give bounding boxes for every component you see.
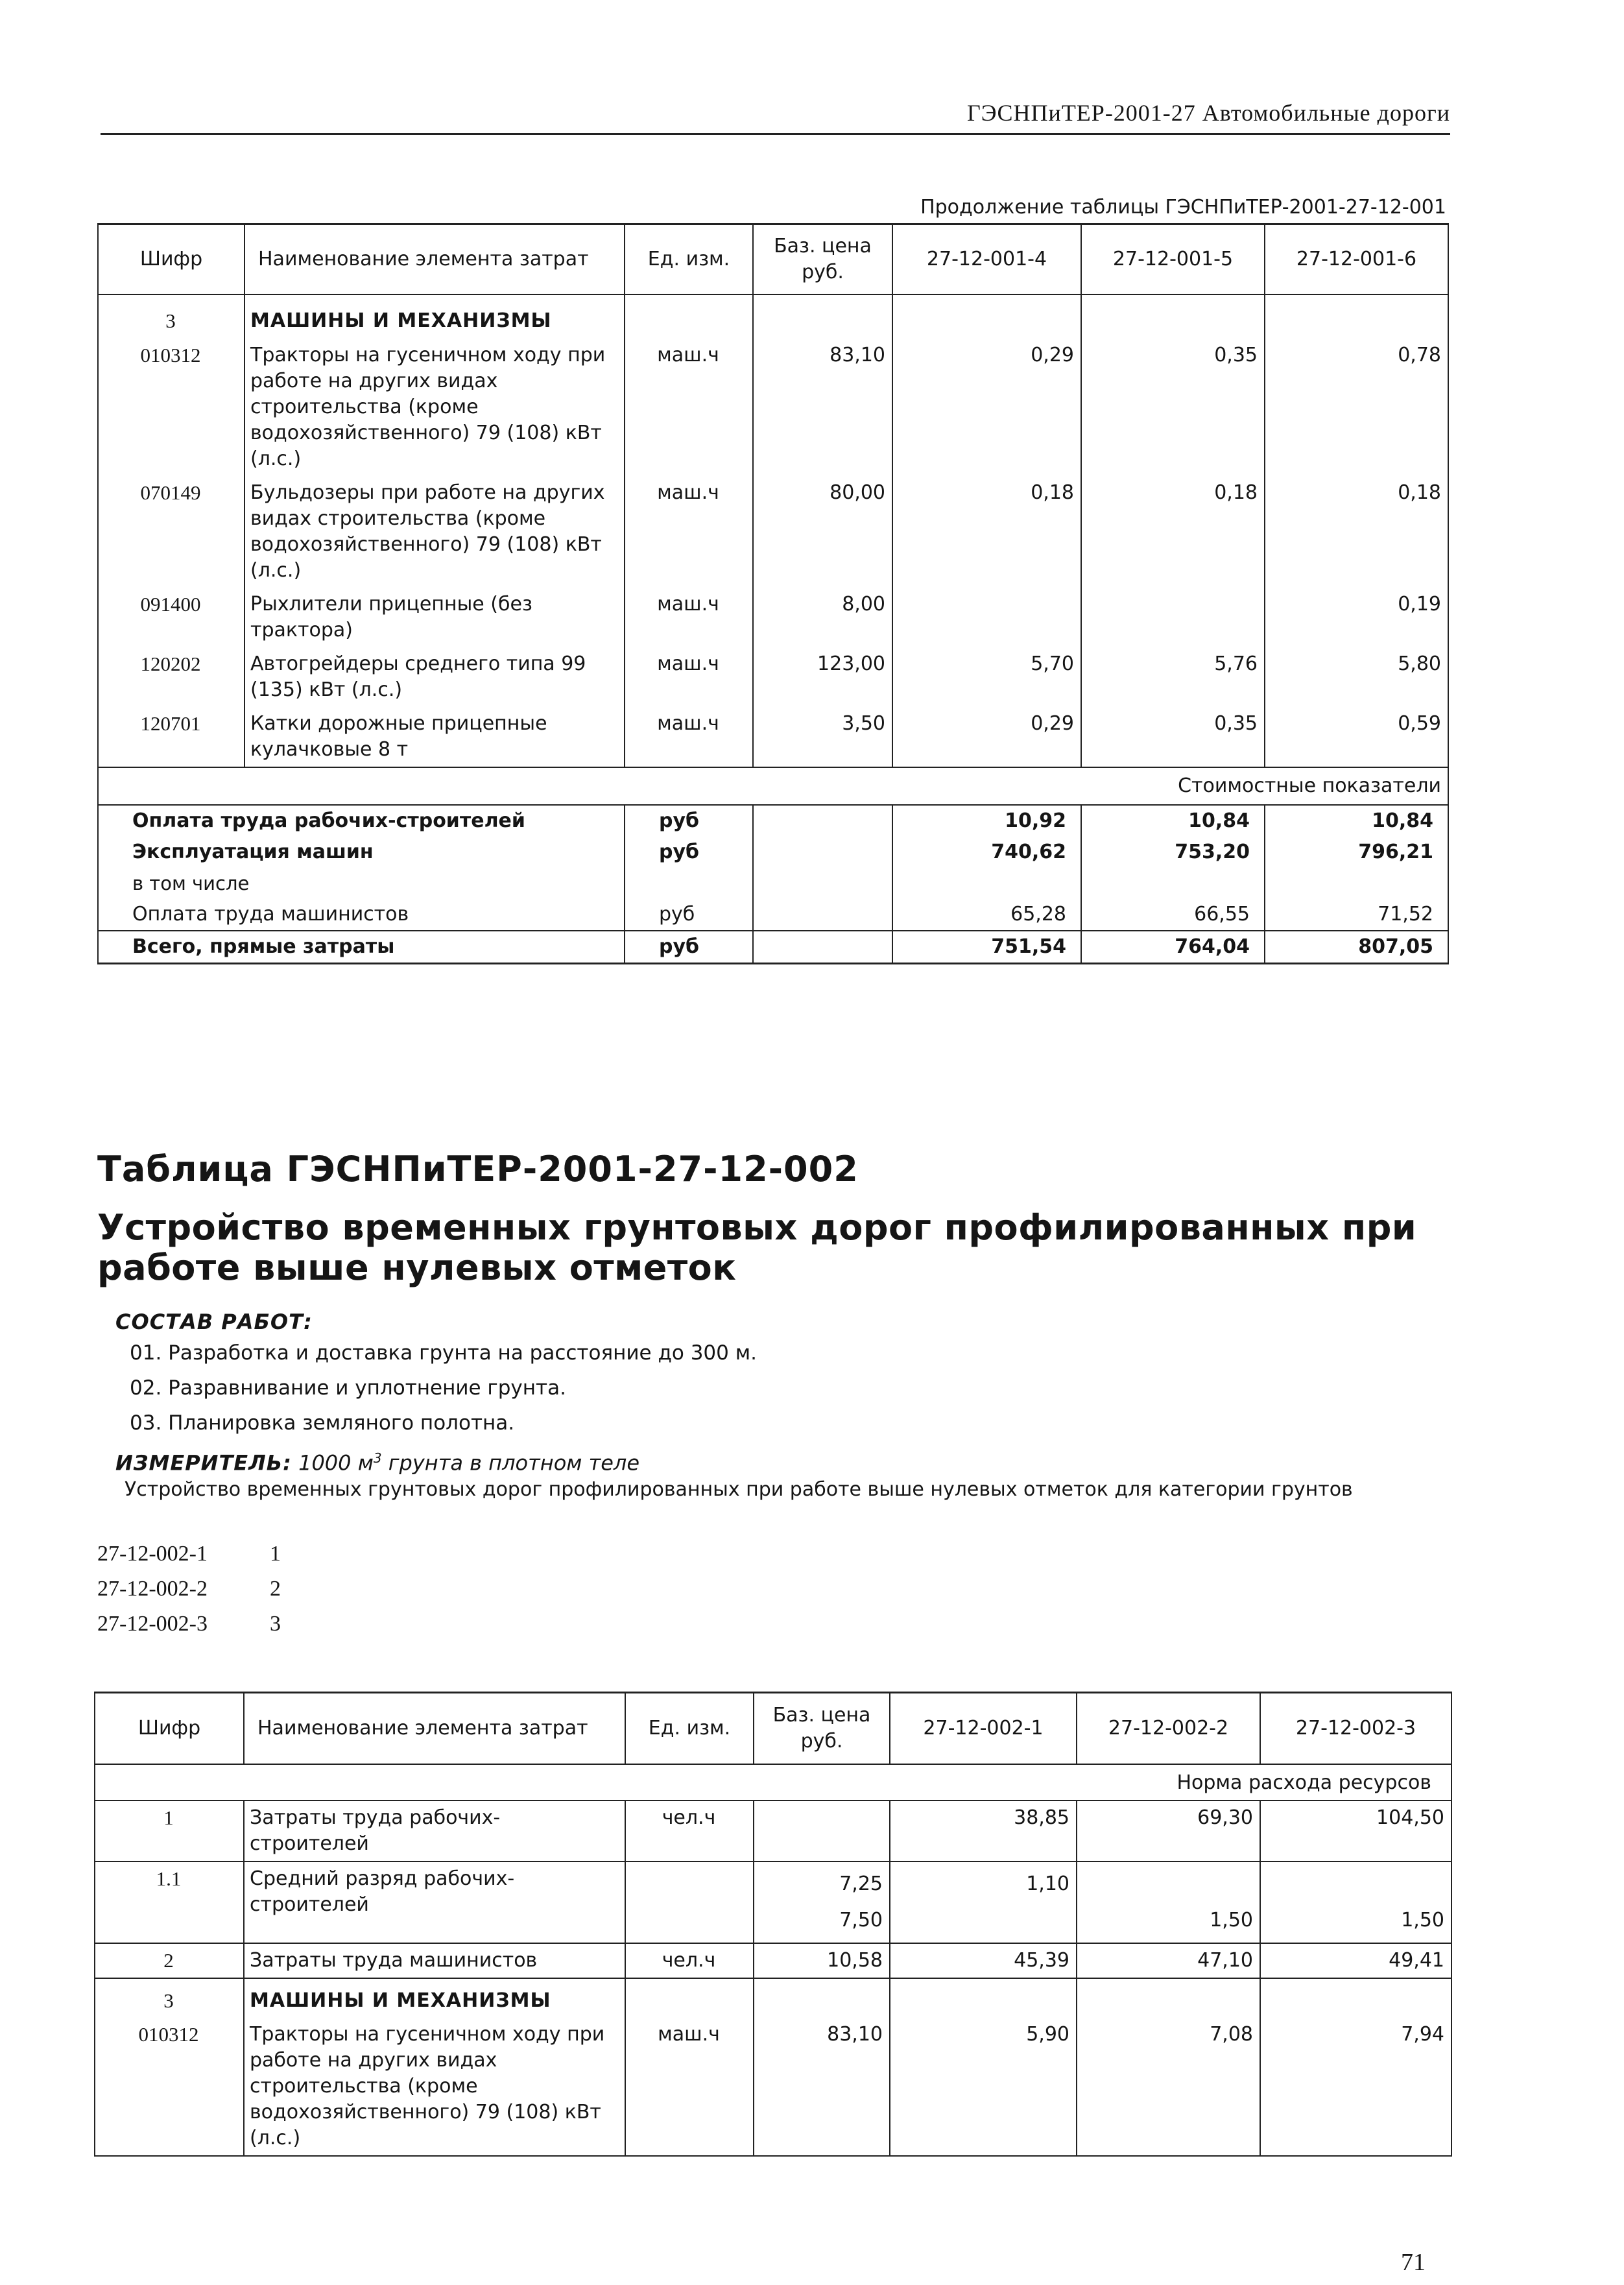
row-unit: маш.ч	[625, 707, 753, 767]
row-value-1	[892, 588, 1081, 647]
row-price: 3,50	[753, 707, 892, 767]
row-value-2: 1,50	[1077, 1861, 1260, 1943]
row-value-2	[1081, 588, 1265, 647]
header-col2: 27-12-001-5	[1081, 224, 1265, 294]
running-header: ГЭСНПиТЕР-2001-27 Автомобильные дороги	[101, 97, 1450, 135]
row-name: Затраты труда машинистов	[244, 1943, 625, 1978]
table-subtitle: Устройство временных грунтовых дорог профилированных при работе выше нулевых отметок	[97, 1207, 1417, 1288]
row-value-3: 0,78	[1265, 339, 1448, 476]
section-name: МАШИНЫ И МЕХАНИЗМЫ	[245, 294, 625, 339]
row-value-2: 69,30	[1077, 1800, 1260, 1861]
cost-value-2: 764,04	[1081, 931, 1265, 964]
header-price: Баз. цена руб.	[753, 224, 892, 294]
row-price: 83,10	[754, 2018, 890, 2156]
table-row	[98, 339, 1448, 476]
cost-value-3: 807,05	[1265, 931, 1448, 964]
cost-row	[98, 805, 1448, 837]
variant-row	[97, 1611, 281, 1637]
cost-unit	[625, 868, 753, 899]
cost-label: Всего, прямые затраты	[98, 931, 625, 964]
row-name: Затраты труда рабочих-строителей	[244, 1800, 625, 1861]
cost-label: Эксплуатация машин	[98, 837, 625, 868]
cost-value-3: 10,84	[1265, 805, 1448, 837]
row-value-3: 104,50	[1260, 1800, 1451, 1861]
operation-item: 02. Разравнивание и уплотнение грунта.	[130, 1376, 566, 1400]
row-unit: маш.ч	[625, 339, 753, 476]
row-code: 010312	[98, 339, 245, 476]
table-header-row	[95, 1693, 1451, 1764]
row-value-3: 7,94	[1260, 2018, 1451, 2156]
cost-unit: руб	[625, 837, 753, 868]
table-row	[95, 1861, 1451, 1943]
row-code: 091400	[98, 588, 245, 647]
variant-value: 2	[270, 1577, 281, 1601]
row-price: 10,58	[754, 1943, 890, 1978]
row-value-2: 0,35	[1081, 339, 1265, 476]
variant-code: 27-12-002-1	[97, 1542, 208, 1566]
cost-value-1: 10,92	[892, 805, 1081, 837]
row-unit: маш.ч	[625, 647, 753, 707]
header-col2: 27-12-002-2	[1077, 1693, 1260, 1764]
header-col3: 27-12-001-6	[1265, 224, 1448, 294]
row-price-pair	[754, 1861, 890, 1943]
cost-label: Оплата труда рабочих-строителей	[98, 805, 625, 837]
row-value-1: 0,29	[892, 707, 1081, 767]
row-value-3: 0,19	[1265, 588, 1448, 647]
row-code: 070149	[98, 476, 245, 588]
measure-rest: грунта в плотном теле	[388, 1450, 640, 1476]
row-code: 010312	[95, 2018, 244, 2156]
row-value-1: 45,39	[890, 1943, 1077, 1978]
cost-value-2: 10,84	[1081, 805, 1265, 837]
header-col3: 27-12-002-3	[1260, 1693, 1451, 1764]
cost-value-1: 740,62	[892, 837, 1081, 868]
cost-unit: руб	[625, 899, 753, 931]
row-name: Автогрейдеры среднего типа 99 (135) кВт (л.с.)	[245, 647, 625, 707]
table-title: Таблица ГЭСНПиТЕР-2001-27-12-002	[97, 1149, 859, 1190]
work-composition-label: СОСТАВ РАБОТ:	[115, 1310, 313, 1334]
cost-unit: руб	[625, 805, 753, 837]
cost-row	[98, 899, 1448, 931]
cost-value-1: 65,28	[892, 899, 1081, 931]
cost-value-1: 751,54	[892, 931, 1081, 964]
page-number: 71	[1401, 2249, 1426, 2276]
row-value-1: 5,70	[892, 647, 1081, 707]
variant-row	[97, 1576, 281, 1602]
variant-row	[97, 1541, 281, 1567]
cost-row-total	[98, 931, 1448, 964]
section-code: 3	[98, 294, 245, 339]
header-col1: 27-12-001-4	[892, 224, 1081, 294]
row-unit: маш.ч	[625, 588, 753, 647]
table-row	[98, 707, 1448, 767]
row-price	[754, 1800, 890, 1861]
cost-label: в том числе	[98, 868, 625, 899]
row-code: 120701	[98, 707, 245, 767]
row-value-2: 0,18	[1081, 476, 1265, 588]
row-unit: чел.ч	[625, 1800, 754, 1861]
table-row	[95, 2018, 1451, 2156]
cost-value-3	[1265, 868, 1448, 899]
row-value-3: 5,80	[1265, 647, 1448, 707]
row-value-1: 5,90	[890, 2018, 1077, 2156]
cost-value-2	[1081, 868, 1265, 899]
row-code: 2	[95, 1943, 244, 1978]
row-value-1: 38,85	[890, 1800, 1077, 1861]
table-row	[98, 588, 1448, 647]
operation-item: 03. Планировка земляного полотна.	[130, 1411, 515, 1435]
row-price: 83,10	[753, 339, 892, 476]
row-unit: чел.ч	[625, 1943, 754, 1978]
table-row	[95, 1943, 1451, 1978]
row-code: 1	[95, 1800, 244, 1861]
cost-row	[98, 868, 1448, 899]
header-name: Наименование элемента затрат	[244, 1693, 625, 1764]
cost-value-3: 796,21	[1265, 837, 1448, 868]
operation-item: 01. Разработка и доставка грунта на расстояние до 300 м.	[130, 1341, 757, 1365]
table-row	[98, 647, 1448, 707]
header-price: Баз. цена руб.	[754, 1693, 890, 1764]
measure-line	[115, 1445, 639, 1476]
row-value-2: 7,08	[1077, 2018, 1260, 2156]
cost-value-1	[892, 868, 1081, 899]
resource-norm-band	[95, 1764, 1451, 1800]
row-value-1: 1,10	[890, 1861, 1077, 1943]
row-value-3: 1,50	[1260, 1861, 1451, 1943]
row-name: Тракторы на гусеничном ходу при работе на других видах строительства (кроме водохозяйственного) 79 (108) кВт (л.с.)	[245, 339, 625, 476]
row-value-1: 0,29	[892, 339, 1081, 476]
table-header-row	[98, 224, 1448, 294]
cost-indicators-band	[98, 767, 1448, 805]
header-code: Шифр	[95, 1693, 244, 1764]
resource-table-27-12-001	[97, 223, 1449, 964]
table-continuation-caption: Продолжение таблицы ГЭСНПиТЕР-2001-27-12-001	[920, 196, 1446, 219]
row-price: 123,00	[753, 647, 892, 707]
section-code: 3	[95, 1978, 244, 2018]
section-name: МАШИНЫ И МЕХАНИЗМЫ	[244, 1978, 625, 2018]
cost-label: Оплата труда машинистов	[98, 899, 625, 931]
variant-value: 1	[270, 1542, 281, 1566]
cost-row	[98, 837, 1448, 868]
row-value-3: 0,59	[1265, 707, 1448, 767]
variant-value: 3	[270, 1612, 281, 1636]
row-name: Бульдозеры при работе на других видах строительства (кроме водохозяйственного) 79 (108) кВт (л.с.)	[245, 476, 625, 588]
row-price-a: 7,25	[839, 1872, 883, 1895]
measure-label: ИЗМЕРИТЕЛЬ:	[115, 1450, 292, 1476]
row-unit	[625, 1861, 754, 1943]
section-row	[95, 1978, 1451, 2018]
row-code: 120202	[98, 647, 245, 707]
row-value-2: 47,10	[1077, 1943, 1260, 1978]
row-price-b: 7,50	[839, 1908, 883, 1932]
section-row	[98, 294, 1448, 339]
row-value-1: 0,18	[892, 476, 1081, 588]
header-col1: 27-12-002-1	[890, 1693, 1077, 1764]
cost-unit: руб	[625, 931, 753, 964]
resource-norm-label: Норма расхода ресурсов	[95, 1764, 1451, 1800]
table-row	[98, 476, 1448, 588]
header-code: Шифр	[98, 224, 245, 294]
row-name: Катки дорожные прицепные кулачковые 8 т	[245, 707, 625, 767]
resource-table-27-12-002	[94, 1692, 1452, 2157]
cost-value-2: 66,55	[1081, 899, 1265, 931]
row-value-3: 0,18	[1265, 476, 1448, 588]
row-price: 80,00	[753, 476, 892, 588]
cost-value-3: 71,52	[1265, 899, 1448, 931]
measure-value: 1000 м	[298, 1450, 374, 1476]
variant-code: 27-12-002-2	[97, 1577, 208, 1601]
row-unit: маш.ч	[625, 476, 753, 588]
variants-description: Устройство временных грунтовых дорог профилированных при работе выше нулевых отметок для категории грунтов	[125, 1478, 1353, 1501]
cost-value-2: 753,20	[1081, 837, 1265, 868]
header-unit: Ед. изм.	[625, 1693, 754, 1764]
row-name: Средний разряд рабочих-строителей	[244, 1861, 625, 1943]
row-unit: маш.ч	[625, 2018, 754, 2156]
row-name: Тракторы на гусеничном ходу при работе на других видах строительства (кроме водохозяйственного) 79 (108) кВт (л.с.)	[244, 2018, 625, 2156]
row-code: 1.1	[95, 1861, 244, 1943]
table-row	[95, 1800, 1451, 1861]
row-value-2: 0,35	[1081, 707, 1265, 767]
measure-superscript: 3	[373, 1450, 382, 1466]
cost-indicators-label: Стоимостные показатели	[98, 767, 1448, 805]
row-value-2: 5,76	[1081, 647, 1265, 707]
row-price: 8,00	[753, 588, 892, 647]
variant-code: 27-12-002-3	[97, 1612, 208, 1636]
header-name: Наименование элемента затрат	[245, 224, 625, 294]
header-unit: Ед. изм.	[625, 224, 753, 294]
row-name: Рыхлители прицепные (без трактора)	[245, 588, 625, 647]
row-value-3: 49,41	[1260, 1943, 1451, 1978]
